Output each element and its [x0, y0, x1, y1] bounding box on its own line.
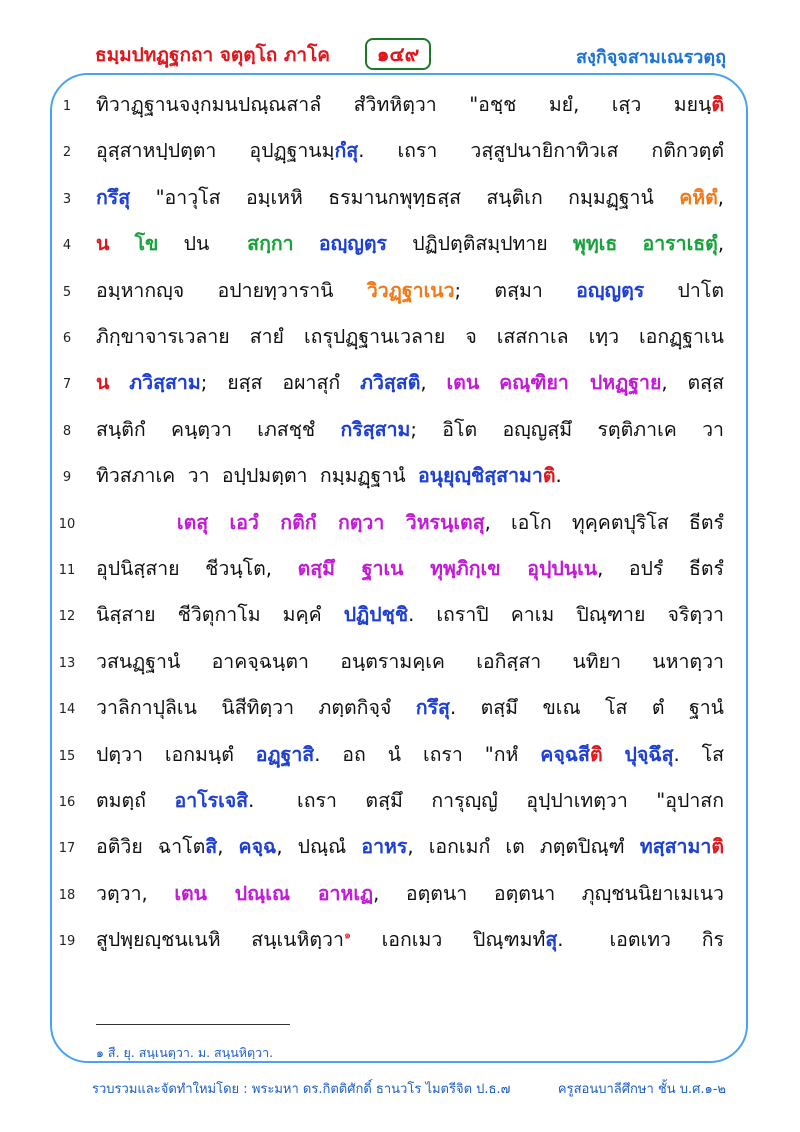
text-segment: วสนฏฺฐานํ อาคจฺฉนฺตา อนฺตรามคฺเค เอกิสฺสา นทิยา นหาตฺวา: [96, 649, 724, 673]
text-line: [0, 409, 800, 449]
text-segment: ตสฺมึ ฐาเน ทุพฺภิกฺเข อุปฺปนฺเน: [297, 557, 598, 580]
text-segment: เตน ปณฺเณ อาหเฏ: [174, 881, 374, 905]
text-segment: คจฺฉสี: [540, 742, 590, 766]
text-segment: ติ: [589, 742, 603, 766]
text-line: [0, 362, 800, 402]
text-line: [0, 130, 800, 170]
text-segment: เตน: [446, 371, 480, 395]
line-number: 17: [58, 841, 76, 857]
text-segment: ตมตฺถํ: [96, 789, 175, 812]
text-segment: ทสฺสามา: [639, 835, 712, 859]
text-segment: อญฺญตฺร: [576, 278, 645, 302]
text-segment: ,: [217, 835, 239, 859]
text-line: [0, 641, 800, 681]
line-number: 8: [62, 423, 72, 439]
text-line: [0, 84, 800, 124]
line-number: 15: [58, 748, 76, 764]
text-segment: นิสฺสาย ชีวิตุกาโม มคฺคํ: [96, 603, 344, 627]
text-segment: วิวฏฺ: [366, 278, 402, 302]
text-segment: อนุยุญฺชิสฺสามา: [417, 464, 543, 488]
footer-compiler: รวบรวมและจัดทำใหม่โดย : พระมหา ดร.กิตติศักดิ์ ธานวโร ไมตรีจิต ป.ธ.๗: [92, 1082, 511, 1097]
text-segment: , เอโก ทุคฺคตปุริโส ธีตรํ: [484, 510, 724, 534]
line-text: [96, 739, 724, 770]
text-segment: อาหร: [361, 835, 408, 859]
line-text: [96, 924, 724, 955]
line-text: [96, 228, 724, 259]
text-line: [0, 223, 800, 263]
line-number: 10: [58, 516, 76, 532]
text-line: [0, 687, 800, 727]
text-segment: อติวิย ฉาโต: [96, 835, 206, 859]
line-number: 14: [58, 702, 76, 718]
text-segment: ปฏิปตฺติสมฺปทาย: [386, 232, 573, 256]
text-segment: กํสุ: [334, 139, 359, 163]
footnote: ๑ สี. ยุ. สนฺเนตฺวา. ม. สนฺนหิตฺวา.: [96, 1045, 274, 1060]
text-segment: . เถรา ตสฺมึ การุญฺญํ อุปฺปาเทตฺวา "อุปาสก: [248, 789, 724, 812]
line-text: [96, 321, 724, 352]
text-segment: ปฏิปชฺชิ: [343, 603, 409, 627]
text-segment: . โส: [673, 742, 724, 766]
text-line: [0, 177, 800, 217]
line-number: 1: [62, 99, 72, 114]
text-segment: กริสฺสาม: [340, 417, 411, 441]
text-segment: เตสุ เอวํ กติกํ กตฺวา วิหรนฺเตสุ: [176, 510, 485, 534]
text-segment: ; ยสฺส อผาสุกํ: [200, 371, 361, 395]
book-title: ธมฺมปทฏฺฐกถา จตุตฺโถ ภาโค: [95, 44, 331, 66]
line-text: [96, 507, 724, 538]
text-segment: อาโรเจสิ: [174, 789, 249, 812]
text-segment: อฏฺฐาสิ: [255, 742, 315, 766]
text-segment: สุ: [545, 928, 558, 952]
text-segment: อาราเธตุํ: [642, 232, 718, 256]
text-segment: ปุจฺฉึสุ: [624, 742, 674, 766]
line-text: [96, 367, 724, 398]
text-line: [0, 734, 800, 774]
text-segment: , ปณฺณํ: [276, 835, 362, 859]
text-segment: คณฺฑิยา ปหฏฺฐาย: [499, 371, 662, 395]
footnote-divider: [96, 1024, 290, 1025]
text-segment: น: [96, 371, 110, 395]
text-segment: อญฺญตฺร: [318, 232, 387, 256]
line-number: 11: [58, 563, 76, 578]
text-segment: สกฺกา: [247, 232, 294, 256]
line-text: [96, 831, 724, 862]
text-segment: ปตฺวา เอกมนฺตํ: [96, 742, 256, 766]
line-text: [96, 553, 724, 584]
text-segment: [479, 371, 499, 394]
text-segment: เอกเมว ปิณฺฑมทํ: [350, 928, 546, 952]
text-segment: , อปรํ ธีตรํ: [597, 557, 724, 580]
footnote-marker: ๑: [343, 928, 351, 942]
text-segment: , ตสฺส: [661, 371, 724, 395]
text-segment: อุสฺสาหปฺปตฺตา อุปฏฺฐานมฺ: [96, 139, 335, 163]
line-number: 18: [58, 887, 76, 903]
text-segment: คจฺฉ: [238, 835, 277, 859]
text-segment: ภวิสฺสติ: [360, 371, 421, 395]
text-segment: , อตฺตนา อตฺตนา ภุญฺชนนิยาเมเนว: [373, 881, 725, 905]
text-segment: [617, 232, 642, 255]
text-line: [0, 502, 800, 542]
text-segment: ,: [717, 185, 724, 209]
text-segment: . เถราปิ คาเม ปิณฺฑาย จริตฺวา: [408, 603, 724, 627]
line-number: 13: [58, 655, 76, 671]
text-segment: .: [555, 464, 562, 488]
text-segment: "อาวุโส อมฺเหหิ ธรมานกพุทฺธสฺส สนฺติเก กมฺมฏฺฐานํ: [130, 185, 680, 209]
text-segment: สนฺติกํ คนฺตฺวา เภสชฺชํ: [96, 417, 341, 441]
text-segment: คหิตํ: [679, 185, 718, 209]
text-segment: [294, 232, 319, 255]
text-segment: กรึสุ: [415, 696, 450, 720]
text-segment: โข: [134, 232, 159, 256]
text-segment: กรึสุ: [96, 185, 131, 209]
text-segment: ,: [717, 232, 725, 256]
text-segment: . ตสฺมึ ขเณ โส ตํ ฐานํ: [449, 696, 724, 720]
text-segment: ทิวสภาเค วา อปฺปมตฺตา กมฺมฏฺฐานํ: [96, 464, 418, 488]
text-segment: ปาโต: [644, 278, 725, 302]
text-segment: , เอกเมกํ เต ภตฺตปิณฺฑํ: [407, 835, 640, 859]
text-line: [0, 548, 800, 588]
line-text: [96, 785, 724, 816]
line-number: 3: [62, 191, 72, 207]
text-line: [0, 826, 800, 866]
text-line: [0, 594, 800, 634]
footer-course: ครูสอนบาลีศึกษา ชั้น บ.ศ.๑-๒: [557, 1082, 726, 1097]
text-segment: ภิกฺขาจารเวลาย สายํ เถรุปฏฺฐานเวลาย จ เสสกาเล เทฺว เอกฏฺฐาเน: [96, 325, 724, 348]
line-text: [96, 414, 724, 445]
text-segment: [109, 232, 134, 255]
text-segment: ภวิสฺสาม: [129, 371, 201, 395]
text-line: [0, 919, 800, 959]
page-number-box: ๑๔๙: [365, 38, 431, 70]
text-segment: สูปพฺยญฺชนเนหิ สนฺเนหิตฺวา: [96, 928, 344, 952]
line-number: 16: [58, 795, 76, 810]
line-text: [96, 460, 724, 491]
text-segment: . อถ นํ เถรา "กหํ: [314, 742, 541, 766]
text-segment: [96, 511, 177, 534]
line-number: 19: [58, 934, 76, 950]
text-segment: [109, 371, 129, 394]
text-segment: . เถรา วสฺสูปนายิกาทิวเส กติกวตฺตํ: [358, 139, 724, 163]
text-line: [0, 270, 800, 310]
line-text: [96, 135, 724, 166]
line-text: [96, 275, 724, 306]
text-line: [0, 316, 800, 356]
text-line: [0, 455, 800, 495]
text-segment: ปน: [158, 232, 248, 256]
text-segment: พุทฺเธ: [572, 232, 618, 256]
text-segment: สิ: [205, 835, 218, 859]
line-number: 4: [62, 238, 72, 254]
text-segment: ทิวาฏฺฐานจงฺกมนปณฺณสาลํ สํวิทหิตฺวา "อชฺช มยํ, เสฺว มยนฺ: [96, 93, 712, 116]
line-number: 2: [62, 145, 72, 161]
text-segment: อมฺหากญฺจ อปายทฺวารานิ: [96, 278, 367, 302]
text-segment: ติ: [711, 93, 724, 116]
text-segment: [603, 743, 625, 766]
text-line: [0, 873, 800, 913]
line-text: [96, 878, 724, 909]
line-text: [96, 182, 724, 213]
story-title: สงฺกิจฺจสามเณรวตฺถุ: [576, 47, 726, 68]
line-text: [96, 89, 724, 120]
text-segment: ; อิโต อญฺญสฺมึ รตฺติภาเค วา: [410, 417, 724, 441]
text-segment: ติ: [542, 464, 556, 488]
line-number: 5: [62, 284, 72, 300]
text-line: [0, 780, 800, 820]
text-segment: . เอตเทว กิร: [557, 928, 724, 952]
text-segment: ,: [420, 371, 447, 395]
text-segment: น: [96, 232, 110, 256]
text-segment: วตฺวา,: [96, 881, 175, 905]
line-text: [96, 692, 724, 723]
line-text: [96, 599, 724, 630]
text-segment: วาลิกาปุลิเน นิสีทิตฺวา ภตฺตกิจฺจํ: [96, 696, 416, 720]
text-segment: ฐาเนว: [401, 278, 455, 302]
text-segment: อุปนิสฺสาย ชีวนฺโต,: [96, 557, 298, 580]
line-number: 6: [62, 331, 72, 346]
line-text: [96, 646, 724, 677]
text-segment: ; ตสฺมา: [454, 278, 577, 302]
line-number: 7: [62, 377, 72, 393]
line-number: 12: [58, 609, 76, 625]
text-segment: ติ: [711, 835, 724, 859]
line-number: 9: [62, 470, 72, 486]
